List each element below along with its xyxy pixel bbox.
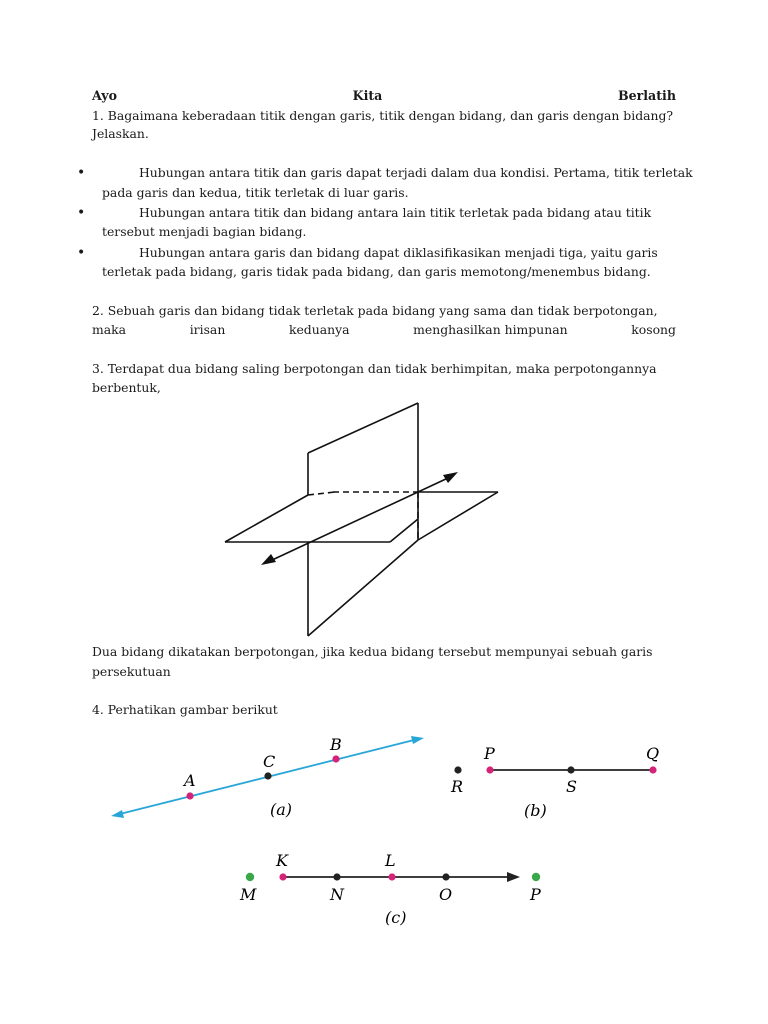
label-q: Q — [646, 744, 660, 763]
label-s: S — [566, 777, 577, 796]
label-a: A — [184, 771, 196, 790]
point-o — [442, 873, 449, 880]
heading-word-2: Kita — [352, 88, 383, 103]
figure-b — [440, 730, 680, 825]
bullet-2-marker: • — [77, 205, 86, 221]
caption-a: (a) — [270, 800, 293, 819]
figure-a — [100, 730, 440, 825]
bullet-2-line2: tersebut menjadi bagian bidang. — [102, 224, 307, 239]
point-q — [649, 766, 656, 773]
point-p — [486, 766, 493, 773]
bullet-3-marker: • — [77, 245, 86, 261]
q2-text-line1: 2. Sebuah garis dan bidang tidak terletak pada bidang yang sama dan tidak berpotongan, — [92, 303, 658, 318]
point-k — [279, 873, 286, 880]
bullet-1-line2: pada garis dan kedua, titik terletak di luar garis. — [102, 185, 409, 200]
q2-text-line2: maka irisan keduanya menghasilkan himpunan kosong — [92, 322, 676, 337]
label-l: L — [385, 851, 396, 870]
point-b — [332, 755, 339, 762]
point-a — [186, 792, 193, 799]
caption-b: (b) — [524, 801, 547, 820]
figure-c — [230, 845, 560, 935]
label-m: M — [240, 885, 257, 904]
caption-c: (c) — [385, 908, 407, 927]
heading-word-3: Berlatih — [617, 88, 676, 103]
q3-text-line1: 3. Terdapat dua bidang saling berpotongan dan tidak berhimpitan, maka perpotongannya — [92, 361, 657, 376]
intersecting-planes-figure — [215, 395, 515, 645]
q1-text-line1: 1. Bagaimana keberadaan titik dengan garis, titik dengan bidang, dan garis dengan bidang? — [92, 108, 674, 123]
label-p: P — [484, 744, 495, 763]
q3-answer-line1: Dua bidang dikatakan berpotongan, jika kedua bidang tersebut mempunyai sebuah garis — [92, 644, 653, 659]
point-m — [246, 873, 254, 881]
section-heading — [92, 86, 676, 106]
point-s — [567, 766, 574, 773]
bullet-3-line1: Hubungan antara garis dan bidang dapat diklasifikasikan menjadi tiga, yaitu garis — [139, 245, 658, 260]
point-l — [388, 873, 395, 880]
bullet-1-line1: Hubungan antara titik dan garis dapat terjadi dalam dua kondisi. Pertama, titik terletak — [139, 165, 693, 180]
label-p2: P — [530, 885, 541, 904]
label-n: N — [330, 885, 344, 904]
heading-word-1: Ayo — [92, 88, 117, 103]
q3-answer-line2: persekutuan — [92, 664, 171, 679]
label-o: O — [439, 885, 453, 904]
bullet-1-marker: • — [77, 165, 86, 181]
bullet-2-line1: Hubungan antara titik dan bidang antara lain titik terletak pada bidang atau titik — [139, 205, 652, 220]
bullet-3-line2: terletak pada bidang, garis tidak pada bidang, dan garis memotong/menembus bidang. — [102, 264, 651, 279]
label-k: K — [276, 851, 288, 870]
point-c — [264, 772, 271, 779]
label-r: R — [451, 777, 464, 796]
point-n — [333, 873, 340, 880]
q4-text: 4. Perhatikan gambar berikut — [92, 702, 278, 717]
point-p-c — [532, 873, 540, 881]
q3-text-line2: berbentuk, — [92, 380, 161, 395]
label-c: C — [263, 752, 276, 771]
label-b: B — [330, 735, 342, 754]
point-r — [454, 766, 461, 773]
q1-text-line2: Jelaskan. — [92, 126, 149, 141]
